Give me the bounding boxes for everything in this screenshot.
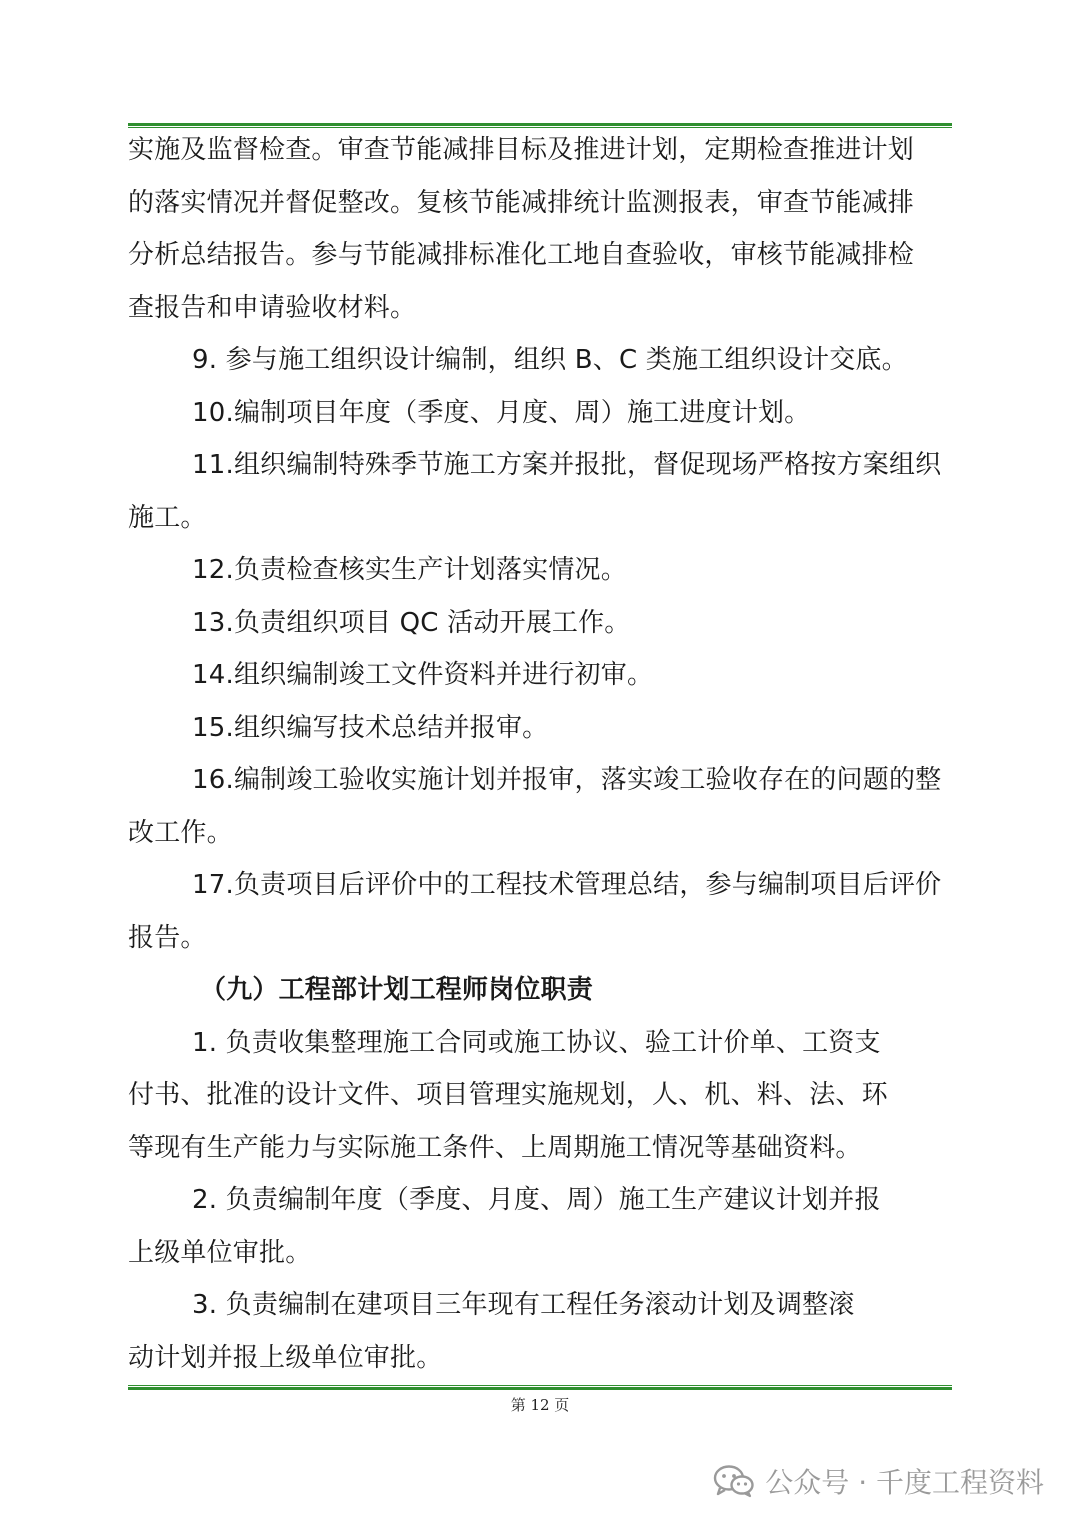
- page-number: 第 12 页: [510, 1396, 570, 1414]
- list-item-14: 14.组织编制竣工文件资料并进行初审。: [192, 660, 654, 690]
- list-item-10: 10.编制项目年度（季度、月度、周）施工进度计划。: [192, 397, 811, 428]
- text-line: 施工。: [128, 502, 207, 533]
- list-item-13: 13.负责组织项目 QC 活动开展工作。: [192, 607, 631, 638]
- list-item-16: 16.编制竣工验收实施计划并报审，落实竣工验收存在的问题的整: [192, 765, 942, 795]
- list-item-3: 3. 负责编制在建项目三年现有工程任务滚动计划及调整滚: [192, 1290, 855, 1320]
- list-item-12: 12.负责检查核实生产计划落实情况。: [192, 555, 627, 585]
- list-item-1: 1. 负责收集整理施工合同或施工协议、验工计价单、工资支: [192, 1027, 881, 1058]
- text-line: 付书、批准的设计文件、项目管理实施规划，人、机、料、法、环: [128, 1080, 888, 1110]
- text-line: 报告。: [128, 922, 207, 953]
- text-line: 上级单位审批。: [128, 1237, 312, 1268]
- text-line: 动计划并报上级单位审批。: [128, 1342, 443, 1373]
- footer-rule: [128, 1385, 952, 1390]
- text-line: 等现有生产能力与实际施工条件、上周期施工情况等基础资料。: [128, 1132, 862, 1163]
- document-body: [128, 124, 952, 1384]
- list-item-9: 9. 参与施工组织设计编制，组织 B、C 类施工组织设计交底。: [192, 345, 908, 375]
- list-item-11: 11.组织编制特殊季节施工方案并报批，督促现场严格按方案组织: [192, 450, 942, 480]
- list-item-2: 2. 负责编制年度（季度、月度、周）施工生产建议计划并报: [192, 1185, 881, 1215]
- text-line: 查报告和申请验收材料。: [128, 292, 417, 323]
- wechat-icon: [713, 1464, 755, 1498]
- watermark: [713, 1456, 1044, 1506]
- watermark-text: 公众号 · 千度工程资料: [765, 1466, 1044, 1499]
- text-line: 分析总结报告。参与节能减排标准化工地自查验收，审核节能减排检: [128, 240, 915, 270]
- section-heading: （九）工程部计划工程师岗位职责: [200, 975, 594, 1005]
- footer-rule-thick: [128, 1387, 952, 1390]
- text-line: 改工作。: [128, 817, 233, 848]
- list-item-17: 17.负责项目后评价中的工程技术管理总结，参与编制项目后评价: [192, 870, 942, 900]
- list-item-15: 15.组织编写技术总结并报审。: [192, 712, 549, 743]
- text-line: 的落实情况并督促整改。复核节能减排统计监测报表，审查节能减排: [128, 187, 915, 218]
- footer-rule-thin: [128, 1385, 952, 1386]
- text-line: 实施及监督检查。审查节能减排目标及推进计划，定期检查推进计划: [128, 135, 915, 165]
